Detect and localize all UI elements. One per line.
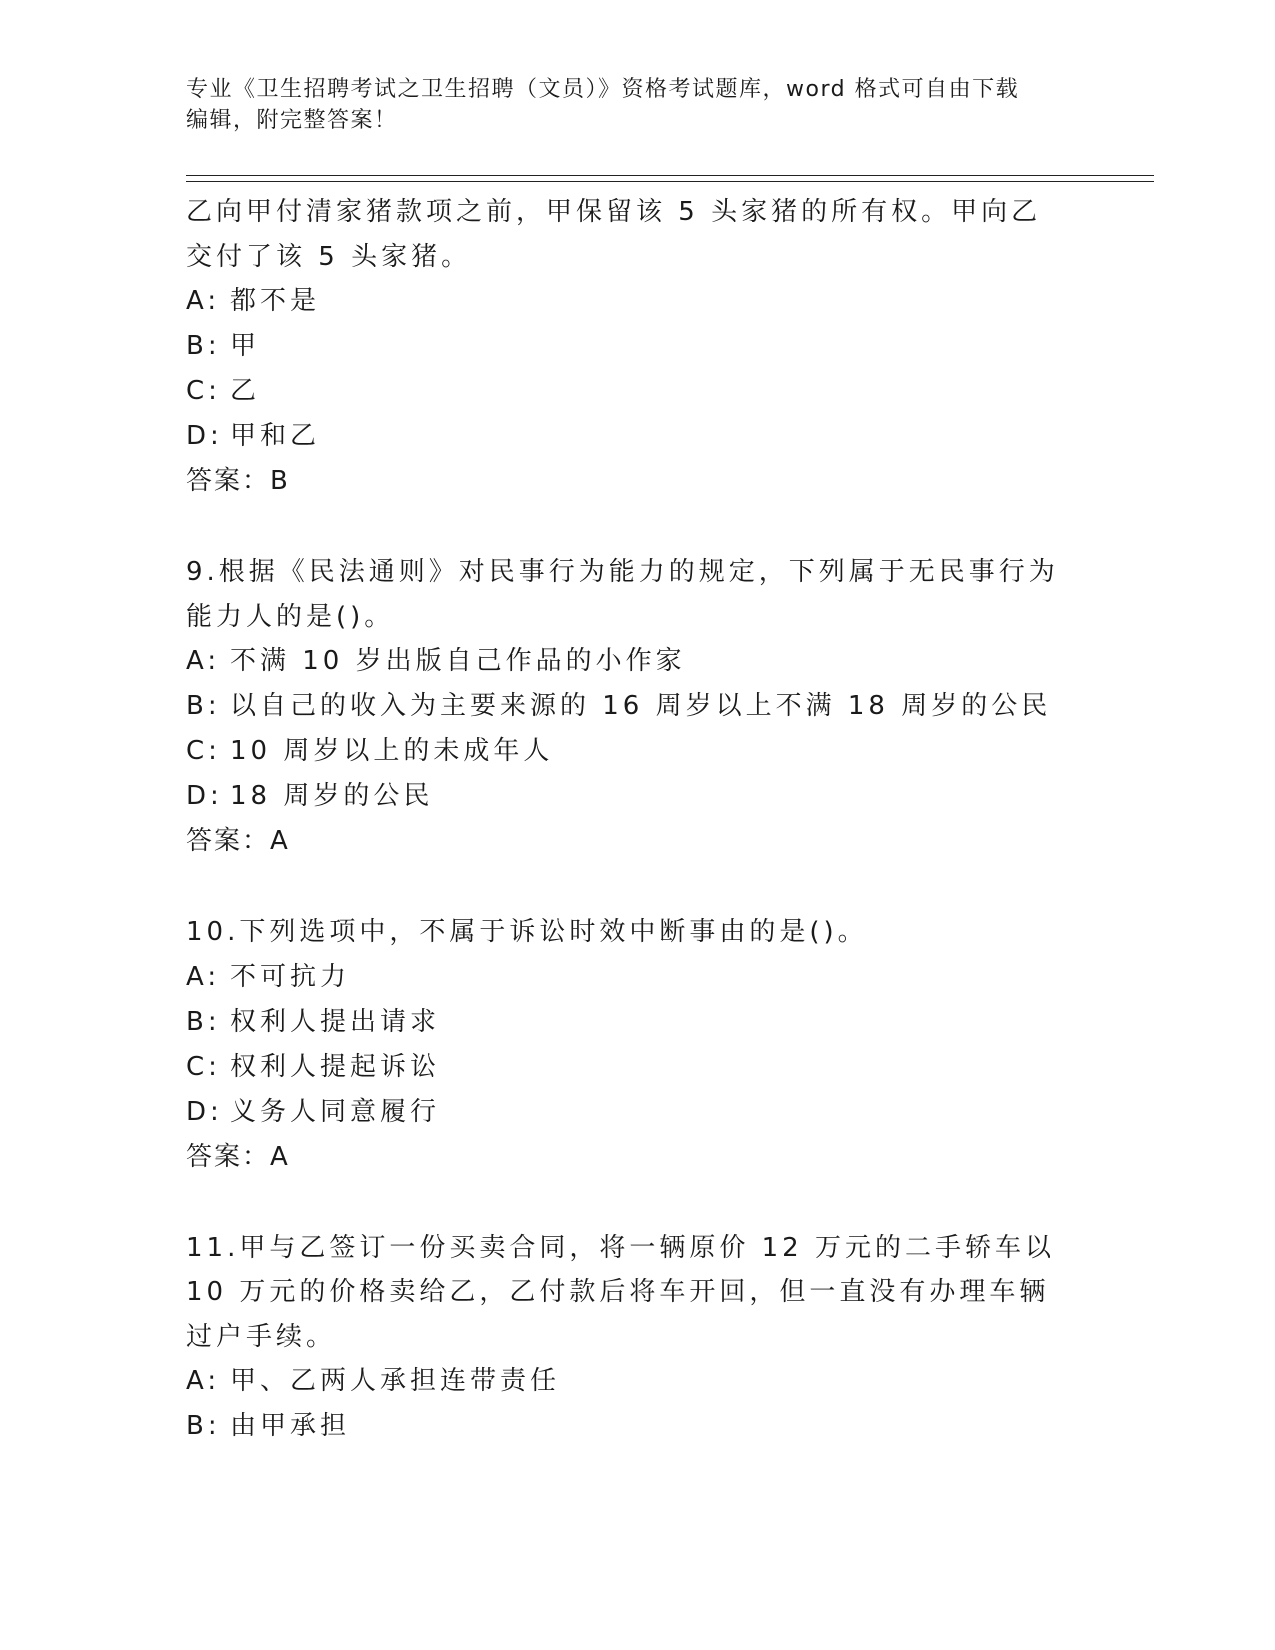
option-a: A: 甲、乙两人承担连带责任	[186, 1366, 561, 1396]
question-8	[186, 190, 1086, 504]
spacer	[186, 504, 1086, 550]
option-d: D: 义务人同意履行	[186, 1096, 441, 1127]
option-b: B: 甲	[186, 331, 261, 361]
answer: 答案：A	[186, 826, 290, 856]
header-divider-bottom	[186, 181, 1154, 182]
document-header	[186, 74, 1066, 136]
header-divider-top	[186, 175, 1154, 176]
option-c: C: 10 周岁以上的未成年人	[186, 736, 554, 766]
option-a: A: 都不是	[186, 286, 321, 316]
question-text: 11.甲与乙签订一份买卖合同，将一辆原价 12 万元的二手轿车以 10 万元的价格卖给乙，乙付款后将车开回，但一直没有办理车辆过户手续。	[186, 1232, 1055, 1352]
header-line-2: 编辑，附完整答案！	[186, 108, 398, 133]
spacer	[186, 1180, 1086, 1226]
question-text: 9.根据《民法通则》对民事行为能力的规定，下列属于无民事行为能力人的是()。	[186, 557, 1059, 632]
option-d: D: 18 周岁的公民	[186, 781, 434, 811]
question-11	[186, 1226, 1086, 1450]
answer: 答案：B	[186, 466, 290, 496]
option-c: C: 权利人提起诉讼	[186, 1051, 441, 1082]
answer: 答案：A	[186, 1141, 290, 1172]
option-b: B: 由甲承担	[186, 1411, 351, 1441]
question-10	[186, 910, 1086, 1180]
option-c: C: 乙	[186, 376, 261, 406]
header-line-1: 专业《卫生招聘考试之卫生招聘（文员）》资格考试题库，word 格式可自由下载	[186, 77, 1020, 102]
option-a: A: 不可抗力	[186, 961, 351, 992]
spacer	[186, 864, 1086, 910]
question-text: 10.下列选项中，不属于诉讼时效中断事由的是()。	[186, 917, 868, 947]
option-b: B: 权利人提出请求	[186, 1006, 441, 1037]
question-9	[186, 550, 1086, 864]
option-b: B: 以自己的收入为主要来源的 16 周岁以上不满 18 周岁的公民	[186, 691, 1052, 721]
question-list	[186, 190, 1086, 1449]
question-text: 乙向甲付清家猪款项之前，甲保留该 5 头家猪的所有权。甲向乙交付了该 5 头家猪。	[186, 197, 1042, 272]
option-d: D: 甲和乙	[186, 421, 321, 451]
option-a: A: 不满 10 岁出版自己作品的小作家	[186, 646, 686, 676]
